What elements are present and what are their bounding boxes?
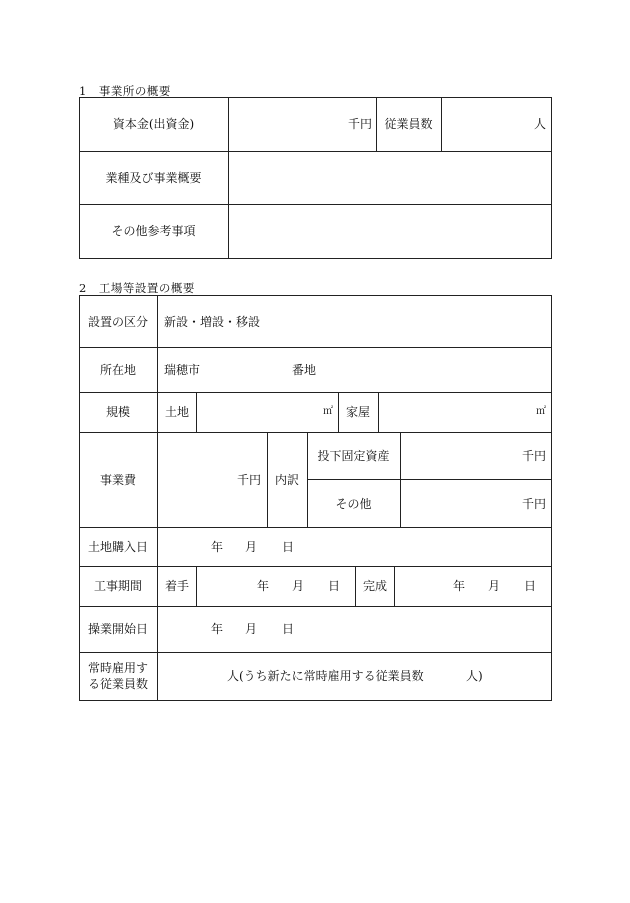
completion-label: 完成 — [363, 579, 388, 593]
category-options: 新設・増設・移設 — [164, 315, 261, 329]
land-label: 土地 — [165, 405, 190, 419]
operation-month: 月 — [245, 622, 258, 636]
location-banchi: 番地 — [292, 363, 317, 377]
employees-unit: 人 — [533, 117, 546, 131]
regular-employees-value-suffix: 人) — [466, 669, 483, 683]
other-notes-label: その他参考事項 — [111, 224, 196, 238]
cost-unit: 千円 — [236, 473, 261, 487]
fixed-assets-label: 投下固定資産 — [317, 449, 390, 463]
operation-year: 年 — [211, 622, 224, 636]
regular-employees-label-line1: 常時雇用す — [87, 661, 148, 675]
location-label: 所在地 — [99, 363, 136, 377]
breakdown-label: 内訳 — [274, 473, 299, 487]
start-year: 年 — [257, 579, 270, 593]
land-purchase-day: 日 — [282, 540, 295, 554]
building-label: 家屋 — [346, 405, 371, 419]
capital-label: 資本金(出資金) — [112, 117, 195, 131]
land-purchase-month: 月 — [245, 540, 258, 554]
land-purchase-label: 土地購入日 — [87, 540, 148, 554]
land-purchase-year: 年 — [211, 540, 224, 554]
section2-heading: 2 工場等設置の概要 — [79, 281, 195, 295]
start-month: 月 — [292, 579, 305, 593]
scale-label: 規模 — [105, 405, 130, 419]
business-label: 業種及び事業概要 — [105, 171, 202, 185]
regular-employees-label-line2: る従業員数 — [87, 677, 148, 691]
start-day: 日 — [328, 579, 341, 593]
completion-day: 日 — [524, 579, 537, 593]
land-area-unit: ㎡ — [323, 406, 333, 417]
operation-label: 操業開始日 — [87, 622, 148, 636]
cost-label: 事業費 — [99, 473, 136, 487]
regular-employees-value: 人(うち新たに常時雇用する従業員数 — [227, 669, 424, 683]
completion-month: 月 — [488, 579, 501, 593]
section1-heading: 1 事業所の概要 — [79, 84, 171, 98]
operation-day: 日 — [282, 622, 295, 636]
start-label: 着手 — [165, 579, 190, 593]
other-cost-unit: 千円 — [521, 497, 546, 511]
location-city: 瑞穂市 — [164, 363, 201, 377]
building-area-unit: ㎡ — [536, 406, 546, 417]
employees-label: 従業員数 — [384, 117, 433, 131]
capital-unit: 千円 — [347, 117, 372, 131]
fixed-assets-unit: 千円 — [521, 449, 546, 463]
construction-label: 工事期間 — [93, 579, 142, 593]
completion-year: 年 — [453, 579, 466, 593]
category-label: 設置の区分 — [87, 315, 148, 329]
other-cost-label: その他 — [335, 497, 372, 511]
